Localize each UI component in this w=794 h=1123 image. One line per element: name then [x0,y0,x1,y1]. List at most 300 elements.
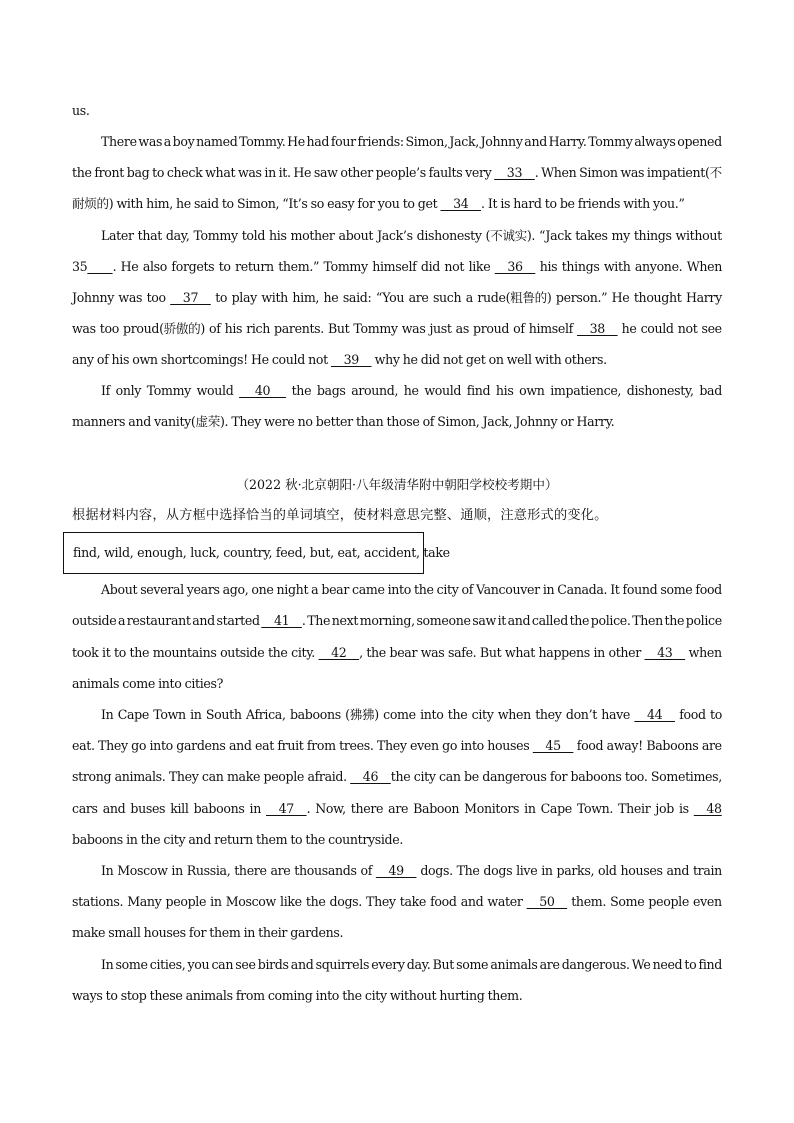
text-run: can [211,957,234,972]
text-run: are [408,290,429,305]
text-run: houses [487,738,530,753]
text-run: takes [575,228,608,243]
answer-blank[interactable]: 38 [577,321,618,336]
text-run: see [701,321,722,336]
text-run: train [692,863,722,878]
text-run: named [196,134,238,149]
word-bank-text: find, wild, enough, luck, country, feed, but, eat, accident, take [73,545,450,560]
text-run: of [360,863,373,878]
text-run: Town [153,707,186,722]
text-run: find [698,957,722,972]
text-run: and [102,801,126,816]
text-run: they [535,707,562,722]
answer-blank[interactable]: 41 [261,613,302,628]
text-run: dogs [483,863,513,878]
text-run: always [634,134,676,149]
text-run: the [366,645,386,660]
text-run: saw [472,613,496,628]
text-run: he [323,290,339,305]
text-run: it. [278,165,291,180]
text-run: Vancouver [476,582,540,597]
text-run: Johnny [480,134,523,149]
text-run: police. [590,613,631,628]
text-run: like [280,894,302,909]
text-run: things [561,259,600,274]
text-run: people’s [375,165,426,180]
text-run: them.” [278,259,320,274]
text-run: to [684,957,697,972]
text-run: other [340,165,373,180]
text-run: About [101,582,138,597]
text-run: what [205,165,236,180]
text-run: and [507,613,531,628]
text-run: are [701,738,722,753]
text-run: started [216,613,260,628]
text-run [376,863,417,879]
text-run: proud(骄傲的) [122,321,205,336]
text-run: Russia, [186,863,231,878]
text-run: in [249,801,261,816]
text-run: friends: [357,134,404,149]
text-run: bags [316,383,346,398]
text-run: food [679,707,706,722]
text-run: mother [290,228,335,243]
text-run: day, [165,228,190,243]
text-run: too. [624,769,648,784]
answer-blank[interactable]: 49 [375,863,417,878]
text-run: to [215,290,228,305]
text-run: for [549,769,568,784]
text-run: It [610,582,620,597]
text-run: was [401,321,426,336]
text-run: the [291,383,312,398]
text-run: Baboons [646,738,699,753]
text-run: Tommy [193,228,238,243]
text-run: happens [538,645,590,660]
text-run: into [420,707,444,722]
text-run [577,321,618,337]
text-run: They [168,769,199,784]
text-run: dogs. [420,863,453,878]
text-run: was [620,165,645,180]
text-run: his [495,383,514,398]
text-run: “You [375,290,405,305]
text-run: Town. [576,801,614,816]
text-run: was [138,134,163,149]
text-run: in [541,863,553,878]
text-run: years [186,582,220,597]
text-run: 耐烦的) with him, he said to Simon, “It’s so easy for you to get 34 . It is hard to be friends with you.” [72,196,685,211]
text-run: came [352,582,385,597]
text-run [239,383,286,399]
text-run: see [235,957,256,972]
passage-line [72,988,722,1004]
text-run: impatient(不 [646,165,722,180]
text-run: Jack, [449,134,479,149]
text-run: When [686,259,722,274]
text-run: job [655,801,674,816]
passage-line [72,769,722,785]
text-run: outside [220,645,265,660]
text-run: four [330,134,356,149]
passage-line [72,676,722,692]
text-run: in [264,165,276,180]
text-run: police [685,613,722,628]
text-run: was [72,321,96,336]
text-run: can [201,769,224,784]
text-run: it [497,613,506,628]
word-bank-box [63,532,450,574]
text-run: dogs. [329,894,362,909]
text-run: what [504,645,535,660]
text-run: and [666,863,690,878]
text-run: his [224,321,243,336]
carry-over-text [72,103,722,119]
text-run: was [118,290,143,305]
text-run: the [569,613,590,628]
text-run: have [601,707,631,722]
answer-blank[interactable]: 42 [318,645,360,660]
passage-line [72,352,722,368]
text-run: it [102,645,111,660]
text-run: baboons [289,707,341,722]
answer-blank[interactable]: 33 [494,165,535,180]
text-run: baboons in the city and return them to the countryside. [72,832,404,847]
text-run: next [331,613,359,628]
instruction-text: 根据材料内容，从方框中选择恰当的单词填空，使材料意思完整、通顺，注意形式的变化。 [72,508,608,523]
text-run: just [429,321,452,336]
text-run: front [94,165,125,180]
text-run: in [524,801,536,816]
text-run: food [695,582,722,597]
text-run: us. [72,103,90,118]
text-run [527,894,568,910]
text-run: The [456,863,480,878]
text-run: Canada. [557,582,608,597]
text-run: They [376,738,407,753]
text-run: city [436,582,459,597]
text-run: Cape [540,801,572,816]
answer-blank[interactable]: 36 [494,259,536,274]
text-run: But [479,645,502,660]
text-run: trees. [339,738,374,753]
text-run: not [444,259,465,274]
text-run: There [101,134,137,149]
text-run: people [165,894,207,909]
text-run: are [270,863,291,878]
text-run: In [101,863,114,878]
text-run: would [196,383,234,398]
text-run: eat [254,738,274,753]
text-run: ways to stop these animals from coming into the city without hurting them. [72,988,523,1003]
text-run: Harry [685,290,722,305]
text-run: into [149,738,173,753]
text-run: called [531,613,568,628]
text-run: person.” [555,290,608,305]
text-run: himself [528,321,573,336]
text-run [495,259,536,275]
text-run: food [430,894,457,909]
text-run: you [187,957,210,972]
text-run: the [305,894,326,909]
text-run: Tommy. [239,134,286,149]
text-run: like [468,259,491,274]
text-run: take [399,894,427,909]
text-run: of [461,582,474,597]
text-run: would [424,383,462,398]
text-run: opened [677,134,722,149]
passage-line [101,383,722,399]
text-run: without [675,228,722,243]
text-run: saw [313,165,338,180]
text-run: into [387,582,411,597]
answer-blank[interactable]: 44 [634,707,675,722]
text-run: return [235,259,274,274]
passage-line [72,801,722,817]
text-run: the [129,645,150,660]
text-run: my [611,228,630,243]
answer-blank[interactable] [87,259,112,274]
text-run: He [287,134,305,149]
text-run: to [218,259,231,274]
text-run: Sometimes, [650,769,722,784]
text-run [645,645,686,661]
passage-line [101,863,722,879]
passage-line [72,894,722,910]
text-run: with [261,290,288,305]
text-run: go [131,738,147,753]
text-run: But [432,957,454,972]
text-run: buses [130,801,166,816]
text-run: stations. [72,894,124,909]
text-run: make [226,769,261,784]
text-run: in [593,645,605,660]
text-run: bad [699,383,722,398]
text-run: ago, [222,582,249,597]
text-run: that [137,228,162,243]
text-run: not [677,321,698,336]
text-run: Jack’s [377,228,413,243]
answer-blank[interactable]: 48 [693,801,722,816]
text-run: dangerous [482,769,547,784]
text-run: the [72,165,92,180]
text-run: them. [571,894,607,909]
text-run: forgets [171,259,215,274]
text-run: city. [291,645,315,660]
text-run: In [101,707,114,722]
answer-blank[interactable]: 46 [350,769,391,784]
text-run: morning, [359,613,415,628]
text-run: of [208,321,221,336]
text-run: day. [406,957,431,972]
text-run: himself [372,259,417,274]
text-run: he [403,383,419,398]
text-run: people [648,894,689,909]
text-run: took [72,645,99,660]
text-run: to [114,645,126,660]
text-run: with [603,259,631,274]
text-run: and [290,957,314,972]
text-run: can [439,769,461,784]
text-run: even [410,738,439,753]
text-run: afraid. [307,769,347,784]
text-run: the [447,707,468,722]
text-run: Their [618,801,651,816]
text-run: Simon [579,165,618,180]
text-run: restaurant [126,613,191,628]
text-run: baboons [570,769,622,784]
text-run: proud [473,321,510,336]
text-run: some [115,957,148,972]
text-run: play [231,290,257,305]
text-run: some [456,957,489,972]
text-run: to [710,707,722,722]
passage-line [101,582,722,598]
text-run: very [465,165,492,180]
text-run: strong [72,769,112,784]
text-run: They [366,894,396,909]
text-run: food [576,738,604,753]
text-run: are [539,957,560,972]
text-run: He [611,290,630,305]
text-run: such [432,290,462,305]
text-run: anyone. [634,259,683,274]
text-run: Tommy [588,134,633,149]
text-run: is [678,801,689,816]
text-run: in [210,894,222,909]
text-run: Later [101,228,134,243]
answer-blank[interactable]: 43 [644,645,686,660]
text-run: there [350,801,384,816]
text-run: rich [246,321,270,336]
text-run: was [237,165,262,180]
text-run: But [327,321,350,336]
text-run: “Jack [539,228,572,243]
text-run: bear [389,645,418,660]
text-run [170,290,211,306]
text-run: 33 . [494,165,539,180]
text-run: one [251,582,274,597]
text-run: and [192,613,215,628]
text-run: bag [126,165,150,180]
text-run: 46 the [350,769,411,784]
text-run: every [371,957,405,972]
answer-blank[interactable]: 37 [170,290,211,305]
text-run: parents. [274,321,324,336]
text-run: found [622,582,658,597]
text-run: make small houses for them in their gardens. [72,925,344,940]
text-run: outside [72,613,117,628]
text-run: mountains [152,645,217,660]
text-run: Johnny [72,290,114,305]
answer-blank[interactable]: 47 [266,801,307,816]
text-run: South [205,707,242,722]
text-run: safe. [448,645,477,660]
text-run: and [524,134,547,149]
text-run: Cape [117,707,149,722]
text-run: a [465,290,473,305]
text-run: We [631,957,651,972]
text-run: his [269,228,287,243]
text-run [694,801,722,817]
text-run: Some [610,894,645,909]
text-run: a [117,613,126,628]
text-run: a [311,582,319,597]
text-run: away! [606,738,643,753]
text-run: live [516,863,538,878]
answer-blank[interactable]: 40 [239,383,286,398]
text-run: 47 . [266,801,311,816]
text-run: Many [127,894,162,909]
answer-blank[interactable]: 34 [440,196,482,211]
text-run: things [633,228,672,243]
text-run: around, [351,383,399,398]
text-run: water [487,894,523,909]
text-run: even [693,894,722,909]
text-run: too [146,290,166,305]
text-run: don’t [565,707,597,722]
text-run [533,738,574,754]
text-run: thousands [294,863,357,878]
text-run: kill [170,801,189,816]
text-run: people [263,769,305,784]
text-run: a [163,134,171,149]
text-run: could [640,321,674,336]
text-run: bear [321,582,350,597]
text-run: need [652,957,683,972]
text-run: go [442,738,458,753]
text-run: (狒狒) [345,707,379,722]
text-run: did [420,259,440,274]
text-run: also [142,259,167,274]
text-run: when [688,645,722,660]
text-run: Tommy [353,321,398,336]
text-run: any of his own shortcomings! He could not 39 why he did not get on well with others. [72,352,607,367]
passage-line [72,613,722,629]
text-run: In [101,957,114,972]
text-run: are [388,801,409,816]
text-run: to [152,165,165,180]
answer-blank[interactable]: 39 [330,352,372,367]
passage-line [72,290,722,306]
text-run: him, [292,290,320,305]
text-run: someone [416,613,471,628]
text-run: Tommy [146,383,191,398]
text-run: The [307,613,331,628]
text-run: Tommy [323,259,368,274]
text-run: They [98,738,128,753]
text-run: animals. [114,769,166,784]
answer-blank[interactable]: 50 [526,894,568,909]
text-run: only [115,383,142,398]
passage-line [72,832,722,848]
text-run: gardens [176,738,226,753]
text-run: Baboon [413,801,460,816]
text-run: city [413,769,436,784]
section-heading: （2022 秋·北京朝阳·八年级清华附中朝阳学校校考期中） [236,477,558,492]
text-run: squirrels [315,957,370,972]
text-run: was [420,645,445,660]
text-run: Simon, [405,134,448,149]
text-run: of [513,321,525,336]
text-run: If [101,383,110,398]
passage-line [72,645,722,661]
text-run: When [541,165,577,180]
text-run: some [660,582,693,597]
answer-blank[interactable]: 45 [532,738,574,753]
text-run: He [120,259,139,274]
text-run: in [542,582,555,597]
